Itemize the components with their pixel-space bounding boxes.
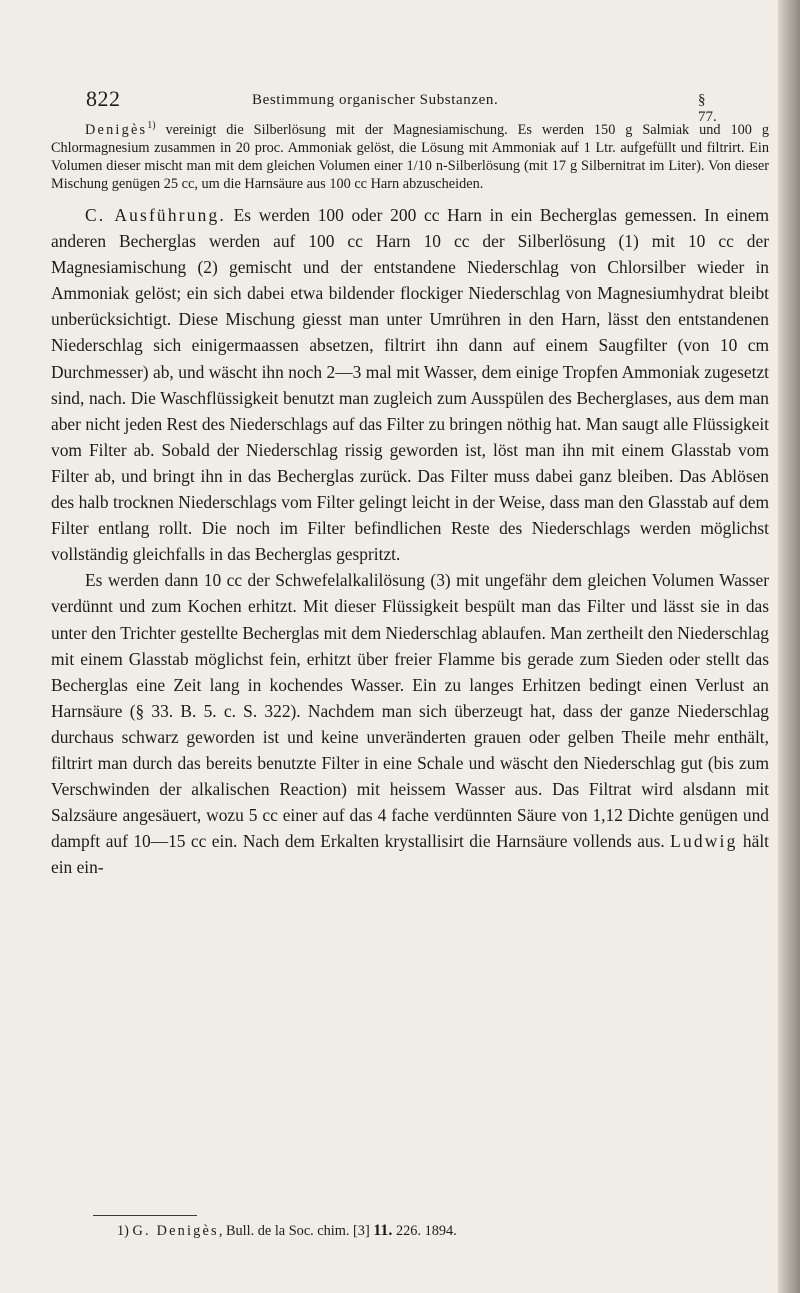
reagent-text: vereinigt die Silberlösung mit der Magnesiamischung. Es werden 150 g Salmiak und 100 g Chlormagnesium zusammen in 20 proc. Ammoniak gelöst, die Lösung mit Ammoniak auf 1 Ltr. aufgefüllt und filtrirt. Ein Volumen dieser mischt man mit dem gleichen Volumen einer 1/10 n-Silberlösung (mit 17 g Silbernitrat im Liter). Von dieser Mischung genügen 25 cc, um die Harnsäure aus 100 cc Harn abzuscheiden. [51, 122, 769, 192]
footnote-divider [93, 1215, 197, 1216]
page-number: 822 [86, 86, 121, 111]
main-text [51, 202, 769, 880]
execution-paragraph [51, 202, 769, 567]
reagent-paragraph [51, 121, 769, 193]
running-title: Bestimmung organischer Substanzen. [252, 92, 499, 108]
boiling-text: Es werden dann 10 cc der Schwefelalkalilösung (3) mit ungefähr dem gleichen Volumen Wasser verdünnt und zum Kochen erhitzt. Mit dieser Flüssigkeit bespült man das Filter und lässt sie in das unter den Trichter gestellte Becherglas mit dem Niederschlag ablaufen. Man zertheilt den Niederschlag mit einem Glasstab möglichst fein, erhitzt über freier Flamme bis gerade zum Sieden oder stellt das Becherglas eine Zeit lang in kochendes Wasser. Ein zu langes Erhitzen bedingt einen Verlust an Harnsäure (§ 33. B. 5. c. S. 322). Nachdem man sich überzeugt hat, dass der ganze Niederschlag durchaus schwarz geworden ist und keine unveränderten grauen oder gelben Theile mehr enthält, filtrirt man durch das bereits benutzte Filter in eine Schale und wäscht den Niederschlag gut (bis zum Verschwinden der alkalischen Reaction) mit heissem Wasser aus. Das Filtrat wird alsdann mit Salzsäure angesäuert, wozu 5 cc einer auf das 4 fache verdünnten Säure von 1,12 Dichte genügen und dampft auf 10—15 cc ein. Nach dem Erkalten krystallisirt die Harnsäure vollends aus. [51, 570, 769, 852]
footnote-source: , Bull. de la Soc. chim. [3] [218, 1223, 374, 1239]
trailing-text: hält ein ein- [51, 831, 769, 878]
footnote-volume: 11. [373, 1222, 393, 1239]
execution-text: Es werden 100 oder 200 cc Harn in ein Becherglas gemessen. In einem anderen Becherglas werden auf 100 cc Harn 10 cc der Silberlösung (1) mit 10 cc der Magnesiamischung (2) gemischt und der entstandene Niederschlag von Chlorsilber wieder in Ammoniak gelöst; ein sich dabei etwa bildender flockiger Niederschlag von Magnesiumhydrat bleibt unberücksichtigt. Diese Mischung giesst man unter Umrühren in den Harn, lässt den entstandenen Niederschlag sich einigermaassen absetzen, filtrirt ihn dann auf einem Saugfilter (von 10 cm Durchmesser) ab, und wäscht ihn noch 2—3 mal mit Wasser, dem einige Tropfen Ammoniak zugesetzt sind, nach. Die Waschflüssigkeit benutzt man zugleich zum Ausspülen des Becherglases, aus dem man aber nicht jeden Rest des Niederschlags auf das Filter zu bringen nöthig hat. Man saugt alle Flüssigkeit vom Filter ab. Sobald der Niederschlag rissig geworden ist, löst man ihn mit einem Glasstab vom Filter ab, und bringt ihn in das Becherglas zurück. Das Filter muss dabei ganz bleiben. Das Ablösen des halb trocknen Niederschlags vom Filter gelingt leicht in der Weise, dass man den Glasstab auf dem Filter entlang rollt. Die noch im Filter befindlichen Reste des Niederschlags werden möglichst vollständig gleichfalls in das Becherglas gespritzt. [51, 205, 769, 565]
author-name-ludwig: Ludwig [670, 831, 738, 852]
section-number: § 77. [698, 92, 717, 125]
boiling-paragraph [51, 567, 769, 880]
footnote [117, 1222, 757, 1240]
author-name: Denigès [85, 122, 148, 138]
page-header [86, 86, 726, 125]
footnote-reference: 1) [147, 120, 156, 132]
footnote-author: G. Denigès [132, 1223, 219, 1239]
footnote-mark: 1) [117, 1223, 129, 1239]
execution-heading: C. Ausführung. [85, 205, 226, 225]
page-edge-shadow [778, 0, 800, 1293]
footnote-pages: 226. 1894. [392, 1223, 457, 1239]
